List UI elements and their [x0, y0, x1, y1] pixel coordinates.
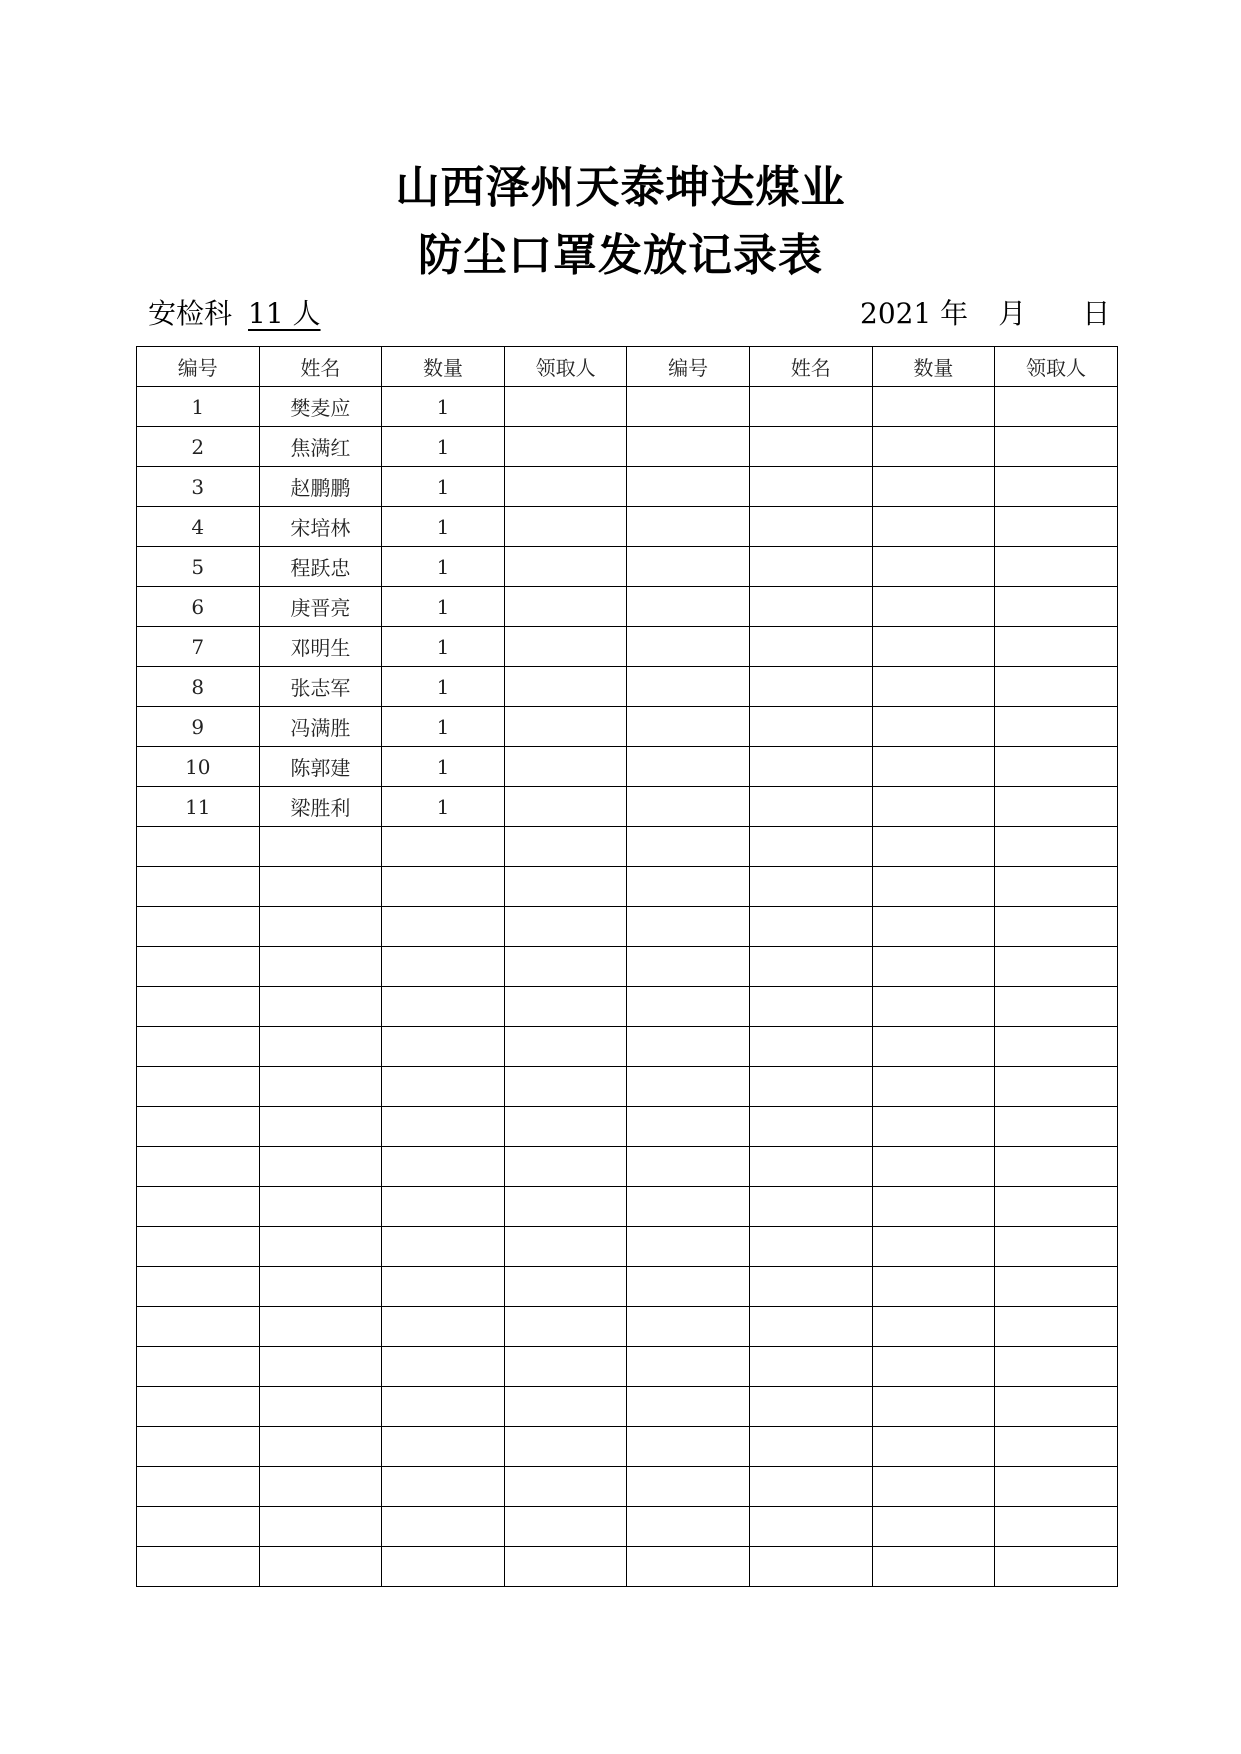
- cell-name: [259, 1027, 382, 1067]
- cell-name: [259, 1347, 382, 1387]
- cell-qty-2: [872, 747, 995, 787]
- cell-receiver-2: [995, 667, 1118, 707]
- cell-qty-2: [872, 867, 995, 907]
- cell-qty: [382, 1107, 505, 1147]
- cell-name: 陈郭建: [259, 747, 382, 787]
- person-count: 11 人: [248, 297, 321, 330]
- cell-receiver-2: [995, 747, 1118, 787]
- table-row: [137, 987, 1118, 1027]
- cell-name-2: [749, 1467, 872, 1507]
- cell-name-2: [749, 1227, 872, 1267]
- cell-no: 2: [137, 427, 260, 467]
- cell-qty-2: [872, 1267, 995, 1307]
- cell-no-2: [627, 1547, 750, 1587]
- cell-qty: [382, 1187, 505, 1227]
- cell-qty-2: [872, 1107, 995, 1147]
- table-row: [137, 1427, 1118, 1467]
- cell-receiver: [504, 1507, 627, 1547]
- cell-qty-2: [872, 667, 995, 707]
- cell-receiver: [504, 1147, 627, 1187]
- cell-qty-2: [872, 1067, 995, 1107]
- cell-qty-2: [872, 1507, 995, 1547]
- cell-receiver-2: [995, 507, 1118, 547]
- cell-qty-2: [872, 1187, 995, 1227]
- cell-name: 焦满红: [259, 427, 382, 467]
- cell-qty: [382, 827, 505, 867]
- cell-no-2: [627, 1067, 750, 1107]
- cell-name-2: [749, 587, 872, 627]
- cell-qty: 1: [382, 587, 505, 627]
- cell-name-2: [749, 1427, 872, 1467]
- cell-receiver: [504, 1467, 627, 1507]
- cell-receiver: [504, 1107, 627, 1147]
- table-row: [137, 587, 1118, 627]
- cell-no: 1: [137, 387, 260, 427]
- cell-receiver-2: [995, 387, 1118, 427]
- cell-no: [137, 1507, 260, 1547]
- department-name: 安检科: [148, 297, 233, 330]
- cell-name: [259, 907, 382, 947]
- cell-name: 程跃忠: [259, 547, 382, 587]
- cell-receiver: [504, 427, 627, 467]
- cell-receiver-2: [995, 867, 1118, 907]
- cell-qty-2: [872, 707, 995, 747]
- cell-qty-2: [872, 987, 995, 1027]
- cell-no-2: [627, 627, 750, 667]
- cell-no-2: [627, 867, 750, 907]
- cell-receiver-2: [995, 947, 1118, 987]
- cell-qty: [382, 987, 505, 1027]
- cell-name-2: [749, 547, 872, 587]
- table-row: [137, 1467, 1118, 1507]
- cell-qty-2: [872, 507, 995, 547]
- cell-no: 9: [137, 707, 260, 747]
- cell-qty-2: [872, 467, 995, 507]
- cell-name: [259, 1147, 382, 1187]
- cell-receiver-2: [995, 1387, 1118, 1427]
- cell-qty: 1: [382, 667, 505, 707]
- cell-no-2: [627, 387, 750, 427]
- cell-qty-2: [872, 827, 995, 867]
- cell-qty: [382, 1387, 505, 1427]
- cell-name-2: [749, 387, 872, 427]
- cell-qty: [382, 907, 505, 947]
- table-row: [137, 1027, 1118, 1067]
- cell-no: [137, 987, 260, 1027]
- cell-qty-2: [872, 1307, 995, 1347]
- table-row: [137, 1147, 1118, 1187]
- cell-qty-2: [872, 1547, 995, 1587]
- cell-qty-2: [872, 947, 995, 987]
- table-row: [137, 427, 1118, 467]
- cell-name-2: [749, 1027, 872, 1067]
- cell-no-2: [627, 467, 750, 507]
- cell-receiver-2: [995, 1067, 1118, 1107]
- table-row: [137, 1227, 1118, 1267]
- cell-receiver: [504, 587, 627, 627]
- cell-name-2: [749, 1307, 872, 1347]
- col-header-qty: 数量: [382, 347, 505, 387]
- cell-name-2: [749, 1267, 872, 1307]
- table-body: [137, 387, 1118, 1587]
- date-month-label: 月: [998, 297, 1027, 330]
- col-header-receiver-2: 领取人: [995, 347, 1118, 387]
- cell-name: [259, 1187, 382, 1227]
- cell-name-2: [749, 667, 872, 707]
- cell-receiver-2: [995, 907, 1118, 947]
- cell-no-2: [627, 827, 750, 867]
- cell-receiver: [504, 947, 627, 987]
- cell-name: 赵鹏鹏: [259, 467, 382, 507]
- cell-receiver-2: [995, 627, 1118, 667]
- cell-qty: 1: [382, 627, 505, 667]
- col-header-qty-2: 数量: [872, 347, 995, 387]
- cell-no-2: [627, 587, 750, 627]
- cell-receiver: [504, 1027, 627, 1067]
- cell-name-2: [749, 1147, 872, 1187]
- cell-no: [137, 1107, 260, 1147]
- cell-name-2: [749, 1387, 872, 1427]
- cell-no-2: [627, 1307, 750, 1347]
- date-year-label: 年: [940, 297, 969, 330]
- cell-name-2: [749, 947, 872, 987]
- cell-name: 冯满胜: [259, 707, 382, 747]
- cell-name-2: [749, 1107, 872, 1147]
- cell-qty: [382, 1347, 505, 1387]
- cell-receiver-2: [995, 787, 1118, 827]
- cell-qty-2: [872, 787, 995, 827]
- table-row: [137, 387, 1118, 427]
- cell-no: 8: [137, 667, 260, 707]
- date-line: [860, 298, 1110, 330]
- table-row: [137, 1507, 1118, 1547]
- table-row: [137, 627, 1118, 667]
- col-header-no: 编号: [137, 347, 260, 387]
- cell-no-2: [627, 1387, 750, 1427]
- cell-qty-2: [872, 387, 995, 427]
- cell-receiver: [504, 467, 627, 507]
- col-header-name-2: 姓名: [749, 347, 872, 387]
- cell-receiver-2: [995, 427, 1118, 467]
- cell-no: [137, 1467, 260, 1507]
- cell-name-2: [749, 827, 872, 867]
- cell-no-2: [627, 907, 750, 947]
- cell-no: 7: [137, 627, 260, 667]
- cell-receiver: [504, 747, 627, 787]
- cell-receiver: [504, 1267, 627, 1307]
- cell-name-2: [749, 1347, 872, 1387]
- cell-qty: 1: [382, 547, 505, 587]
- cell-receiver-2: [995, 547, 1118, 587]
- cell-receiver: [504, 627, 627, 667]
- table-row: [137, 667, 1118, 707]
- cell-no: [137, 867, 260, 907]
- table-row: [137, 1347, 1118, 1387]
- cell-receiver: [504, 387, 627, 427]
- table-row: [137, 1387, 1118, 1427]
- form-title-company: 山西泽州天泰坤达煤业: [395, 162, 846, 213]
- cell-name-2: [749, 467, 872, 507]
- cell-name: [259, 987, 382, 1027]
- table-row: [137, 947, 1118, 987]
- cell-receiver: [504, 1547, 627, 1587]
- cell-no: [137, 1147, 260, 1187]
- cell-no: [137, 1067, 260, 1107]
- cell-receiver: [504, 667, 627, 707]
- cell-name: 庚晋亮: [259, 587, 382, 627]
- cell-no: [137, 1307, 260, 1347]
- cell-name-2: [749, 747, 872, 787]
- cell-qty: 1: [382, 467, 505, 507]
- cell-qty: [382, 1227, 505, 1267]
- cell-receiver-2: [995, 1187, 1118, 1227]
- cell-no: [137, 1387, 260, 1427]
- cell-receiver: [504, 1347, 627, 1387]
- cell-no-2: [627, 987, 750, 1027]
- cell-name: 宋培林: [259, 507, 382, 547]
- cell-qty-2: [872, 587, 995, 627]
- cell-no: [137, 1547, 260, 1587]
- cell-qty-2: [872, 1347, 995, 1387]
- cell-qty: [382, 1027, 505, 1067]
- cell-receiver-2: [995, 1027, 1118, 1067]
- table-row: [137, 1307, 1118, 1347]
- cell-qty-2: [872, 627, 995, 667]
- cell-no-2: [627, 507, 750, 547]
- cell-qty: 1: [382, 747, 505, 787]
- table-row: [137, 467, 1118, 507]
- cell-name: [259, 1387, 382, 1427]
- cell-no: [137, 907, 260, 947]
- cell-no-2: [627, 1347, 750, 1387]
- cell-qty-2: [872, 1427, 995, 1467]
- date-year: 2021: [860, 297, 932, 330]
- cell-name-2: [749, 427, 872, 467]
- cell-qty: [382, 1547, 505, 1587]
- table-row: [137, 867, 1118, 907]
- cell-no-2: [627, 707, 750, 747]
- department-line: [148, 298, 325, 330]
- col-header-name: 姓名: [259, 347, 382, 387]
- cell-name: [259, 1547, 382, 1587]
- table-row: [137, 907, 1118, 947]
- cell-no: [137, 1267, 260, 1307]
- cell-receiver: [504, 1427, 627, 1467]
- date-day-label: 日: [1082, 297, 1111, 330]
- cell-qty: [382, 867, 505, 907]
- cell-no: 11: [137, 787, 260, 827]
- cell-name: 张志军: [259, 667, 382, 707]
- cell-qty: [382, 1507, 505, 1547]
- mask-distribution-table: [136, 346, 1118, 1587]
- table-row: [137, 787, 1118, 827]
- cell-receiver: [504, 1307, 627, 1347]
- cell-no-2: [627, 1427, 750, 1467]
- cell-receiver: [504, 507, 627, 547]
- cell-qty: [382, 1147, 505, 1187]
- cell-qty: 1: [382, 387, 505, 427]
- cell-name: [259, 1067, 382, 1107]
- cell-name-2: [749, 907, 872, 947]
- cell-receiver: [504, 707, 627, 747]
- cell-receiver: [504, 1387, 627, 1427]
- cell-qty: [382, 947, 505, 987]
- cell-receiver: [504, 867, 627, 907]
- cell-name: [259, 947, 382, 987]
- cell-no: [137, 1227, 260, 1267]
- cell-name-2: [749, 987, 872, 1027]
- cell-receiver: [504, 547, 627, 587]
- cell-no-2: [627, 1267, 750, 1307]
- cell-no-2: [627, 747, 750, 787]
- cell-name: [259, 1307, 382, 1347]
- cell-name-2: [749, 1187, 872, 1227]
- cell-receiver: [504, 987, 627, 1027]
- cell-qty-2: [872, 1387, 995, 1427]
- cell-receiver-2: [995, 1467, 1118, 1507]
- cell-qty: 1: [382, 427, 505, 467]
- cell-no-2: [627, 1467, 750, 1507]
- cell-no-2: [627, 947, 750, 987]
- table-row: [137, 1547, 1118, 1587]
- cell-qty: [382, 1427, 505, 1467]
- cell-name-2: [749, 867, 872, 907]
- cell-qty-2: [872, 1227, 995, 1267]
- cell-name: [259, 827, 382, 867]
- cell-no-2: [627, 787, 750, 827]
- cell-name: [259, 1227, 382, 1267]
- cell-receiver: [504, 907, 627, 947]
- cell-name-2: [749, 787, 872, 827]
- cell-no: [137, 1427, 260, 1467]
- cell-no: [137, 947, 260, 987]
- table-header-row: [137, 347, 1118, 387]
- cell-no-2: [627, 1107, 750, 1147]
- cell-no: [137, 1347, 260, 1387]
- cell-no: 10: [137, 747, 260, 787]
- cell-name-2: [749, 1547, 872, 1587]
- cell-no-2: [627, 1027, 750, 1067]
- table-row: [137, 1267, 1118, 1307]
- table-row: [137, 747, 1118, 787]
- cell-name: 梁胜利: [259, 787, 382, 827]
- cell-receiver-2: [995, 1267, 1118, 1307]
- cell-name: [259, 1507, 382, 1547]
- table-row: [137, 507, 1118, 547]
- cell-receiver-2: [995, 987, 1118, 1027]
- cell-qty: 1: [382, 507, 505, 547]
- cell-qty-2: [872, 547, 995, 587]
- cell-qty: [382, 1067, 505, 1107]
- table-row: [137, 1067, 1118, 1107]
- table-row: [137, 547, 1118, 587]
- cell-receiver-2: [995, 467, 1118, 507]
- cell-qty-2: [872, 1027, 995, 1067]
- cell-receiver: [504, 827, 627, 867]
- cell-name: [259, 1107, 382, 1147]
- cell-no-2: [627, 1147, 750, 1187]
- cell-name-2: [749, 507, 872, 547]
- cell-no: [137, 827, 260, 867]
- cell-name: [259, 867, 382, 907]
- cell-receiver-2: [995, 1427, 1118, 1467]
- cell-name-2: [749, 1507, 872, 1547]
- cell-no-2: [627, 1507, 750, 1547]
- cell-no: 3: [137, 467, 260, 507]
- cell-receiver-2: [995, 1227, 1118, 1267]
- table-row: [137, 827, 1118, 867]
- cell-no: 6: [137, 587, 260, 627]
- cell-name-2: [749, 627, 872, 667]
- cell-qty-2: [872, 427, 995, 467]
- cell-receiver-2: [995, 827, 1118, 867]
- cell-receiver-2: [995, 1307, 1118, 1347]
- cell-name-2: [749, 1067, 872, 1107]
- cell-name: [259, 1467, 382, 1507]
- cell-no-2: [627, 547, 750, 587]
- col-header-no-2: 编号: [627, 347, 750, 387]
- cell-no: [137, 1027, 260, 1067]
- cell-receiver-2: [995, 1147, 1118, 1187]
- cell-no-2: [627, 667, 750, 707]
- cell-qty-2: [872, 1147, 995, 1187]
- cell-qty: 1: [382, 707, 505, 747]
- form-title-record: 防尘口罩发放记录表: [418, 230, 823, 281]
- cell-no-2: [627, 1187, 750, 1227]
- cell-name-2: [749, 707, 872, 747]
- cell-name: 邓明生: [259, 627, 382, 667]
- cell-receiver: [504, 787, 627, 827]
- cell-no: [137, 1187, 260, 1227]
- table-row: [137, 1187, 1118, 1227]
- cell-no-2: [627, 427, 750, 467]
- cell-receiver-2: [995, 1107, 1118, 1147]
- cell-name: 樊麦应: [259, 387, 382, 427]
- col-header-receiver: 领取人: [504, 347, 627, 387]
- cell-receiver-2: [995, 1507, 1118, 1547]
- cell-receiver: [504, 1187, 627, 1227]
- cell-name: [259, 1427, 382, 1467]
- cell-receiver: [504, 1227, 627, 1267]
- cell-name: [259, 1267, 382, 1307]
- cell-receiver-2: [995, 1347, 1118, 1387]
- table-row: [137, 1107, 1118, 1147]
- cell-qty-2: [872, 1467, 995, 1507]
- cell-receiver-2: [995, 1547, 1118, 1587]
- cell-qty: [382, 1467, 505, 1507]
- cell-no: 4: [137, 507, 260, 547]
- cell-qty: [382, 1267, 505, 1307]
- cell-receiver: [504, 1067, 627, 1107]
- cell-receiver-2: [995, 587, 1118, 627]
- cell-qty-2: [872, 907, 995, 947]
- cell-no-2: [627, 1227, 750, 1267]
- cell-qty: [382, 1307, 505, 1347]
- cell-receiver-2: [995, 707, 1118, 747]
- cell-no: 5: [137, 547, 260, 587]
- table-row: [137, 707, 1118, 747]
- cell-qty: 1: [382, 787, 505, 827]
